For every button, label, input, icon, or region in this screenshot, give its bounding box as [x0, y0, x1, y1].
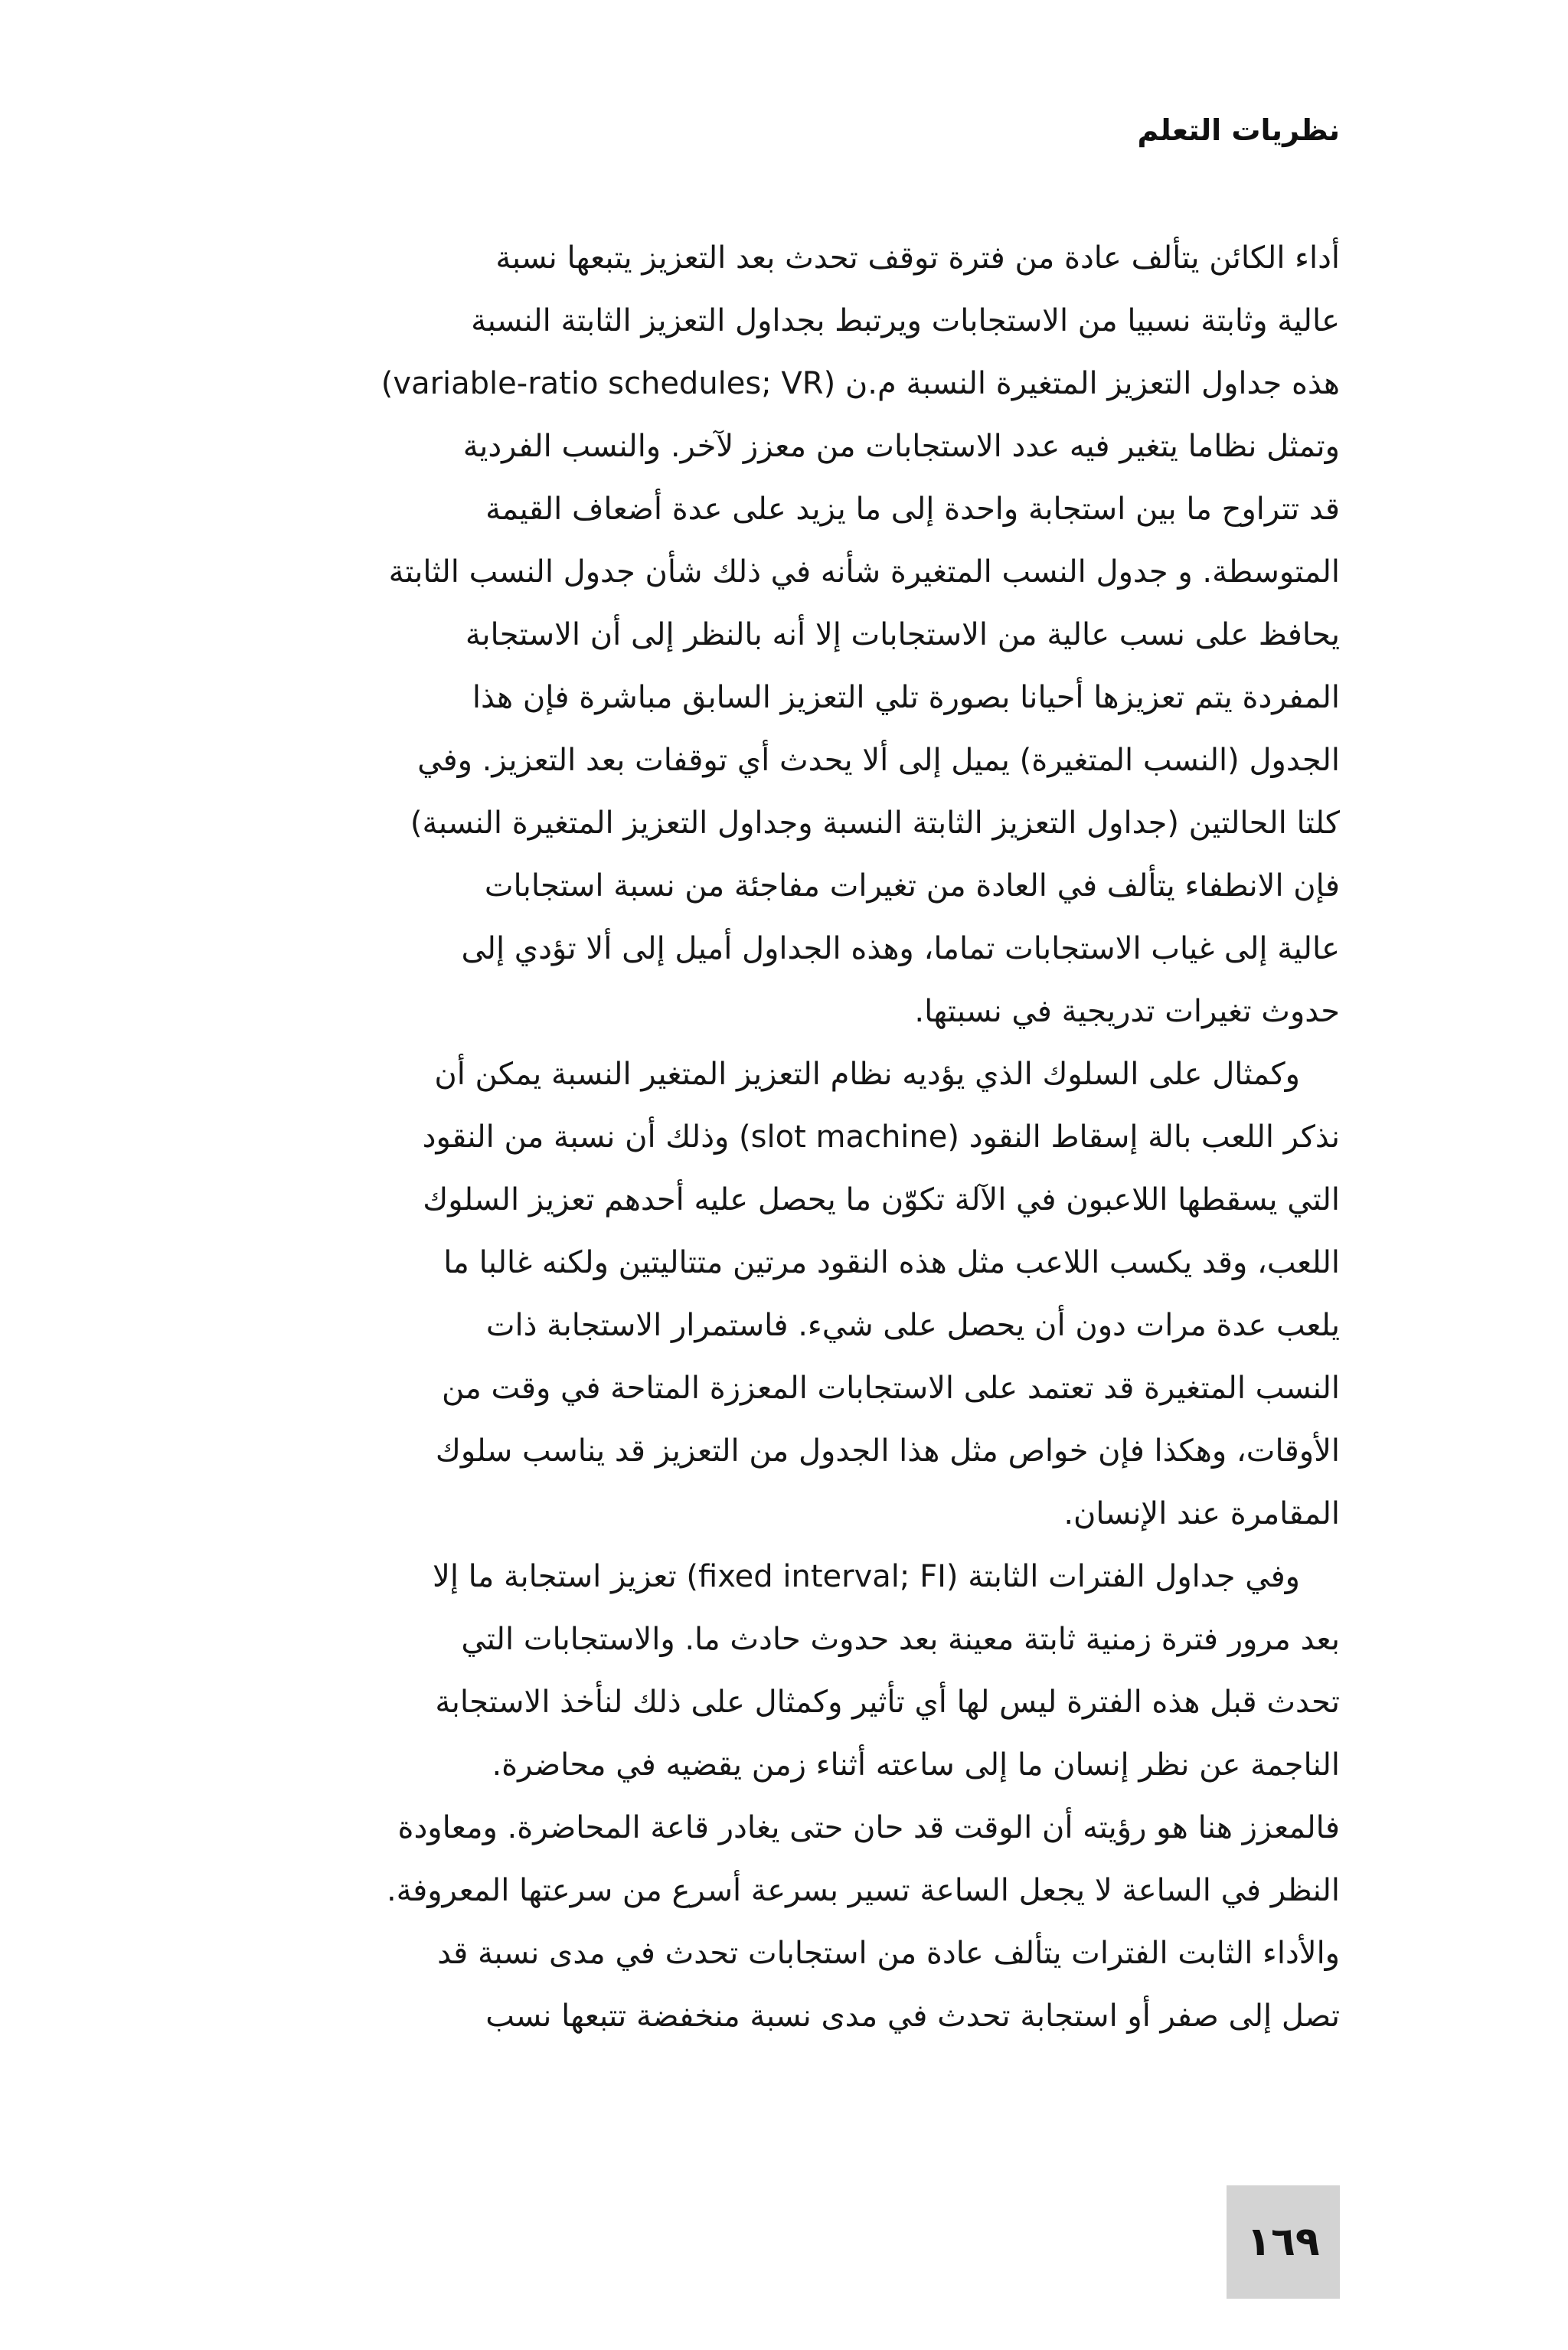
text-line: وتمثل نظاما يتغير فيه عدد الاستجابات من معزز لآخر. والنسب الفردية	[462, 429, 1340, 464]
text-line: فإن الانطفاء يتألف في العادة من تغيرات مفاجئة من نسبة استجابات	[484, 868, 1340, 904]
text-line: يلعب عدة مرات دون أن يحصل على شيء. فاستمرار الاستجابة ذات	[485, 1308, 1340, 1343]
text-line: النظر في الساعة لا يجعل الساعة تسير بسرعة أسرع من سرعتها المعروفة.	[386, 1873, 1340, 1908]
text-line: قد تتراوح ما بين استجابة واحدة إلى ما يزيد على عدة أضعاف القيمة	[485, 492, 1340, 527]
text-line: حدوث تغيرات تدريجية في نسبتها.	[914, 994, 1340, 1029]
text-line: وفي جداول الفترات الثابتة (fixed interval; FI) تعزيز استجابة ما إلا	[433, 1559, 1300, 1594]
text-line: الناجمة عن نظر إنسان ما إلى ساعته أثناء زمن يقضيه في محاضرة.	[492, 1747, 1340, 1783]
text-line: يحافظ على نسب عالية من الاستجابات إلا أنه بالنظر إلى أن الاستجابة	[465, 617, 1340, 652]
text-line: المتوسطة. و جدول النسب المتغيرة شأنه في ذلك شأن جدول النسب الثابتة	[388, 554, 1340, 590]
text-line: بعد مرور فترة زمنية ثابتة معينة بعد حدوث حادث ما. والاستجابات التي	[461, 1622, 1340, 1657]
text-line: المفردة يتم تعزيزها أحيانا بصورة تلي التعزيز السابق مباشرة فإن هذا	[472, 680, 1340, 715]
text-line: اللعب، وقد يكسب اللاعب مثل هذه النقود مرتين متتاليتين ولكنه غالبا ما	[443, 1245, 1340, 1280]
text-line: هذه جداول التعزيز المتغيرة النسبة م.ن (variable-ratio schedules; VR)	[381, 366, 1340, 401]
page-number: ١٦٩	[1246, 2219, 1320, 2265]
page-number-box	[1227, 2185, 1340, 2299]
text-line: الأوقات، وهكذا فإن خواص مثل هذا الجدول من التعزيز قد يناسب سلوك	[435, 1433, 1340, 1469]
text-line: النسب المتغيرة قد تعتمد على الاستجابات المعززة المتاحة في وقت من	[441, 1371, 1340, 1406]
text-line: كلتا الحالتين (جداول التعزيز الثابتة النسبة وجداول التعزيز المتغيرة النسبة)	[410, 806, 1340, 841]
text-line: التي يسقطها اللاعبون في الآلة تكوّن ما يحصل عليه أحدهم تعزيز السلوك	[423, 1182, 1340, 1217]
text-line: فالمعزز هنا هو رؤيته أن الوقت قد حان حتى يغادر قاعة المحاضرة. ومعاودة	[397, 1810, 1340, 1845]
body-text	[228, 227, 1340, 2048]
text-line: المقامرة عند الإنسان.	[1063, 1496, 1340, 1531]
text-line: نذكر اللعب بالة إسقاط النقود (slot machine) وذلك أن نسبة من النقود	[422, 1119, 1340, 1155]
text-line: تحدث قبل هذه الفترة ليس لها أي تأثير وكمثال على ذلك لنأخذ الاستجابة	[435, 1685, 1340, 1720]
running-header: نظريات التعلم	[1137, 113, 1340, 147]
text-line: عالية إلى غياب الاستجابات تماما، وهذه الجداول أميل إلى ألا تؤدي إلى	[461, 931, 1340, 966]
text-line: تصل إلى صفر أو استجابة تحدث في مدى نسبة منخفضة تتبعها نسب	[485, 1999, 1340, 2034]
text-line: الجدول (النسب المتغيرة) يميل إلى ألا يحدث أي توقفات بعد التعزيز. وفي	[417, 743, 1340, 778]
text-line: عالية وثابتة نسبيا من الاستجابات ويرتبط بجداول التعزيز الثابتة النسبة	[471, 303, 1340, 338]
text-line: أداء الكائن يتألف عادة من فترة توقف تحدث بعد التعزيز يتبعها نسبة	[495, 240, 1340, 276]
text-line: والأداء الثابت الفترات يتألف عادة من استجابات تحدث في مدى نسبة قد	[437, 1936, 1340, 1971]
text-line: وكمثال على السلوك الذي يؤديه نظام التعزيز المتغير النسبة يمكن أن	[434, 1057, 1300, 1092]
